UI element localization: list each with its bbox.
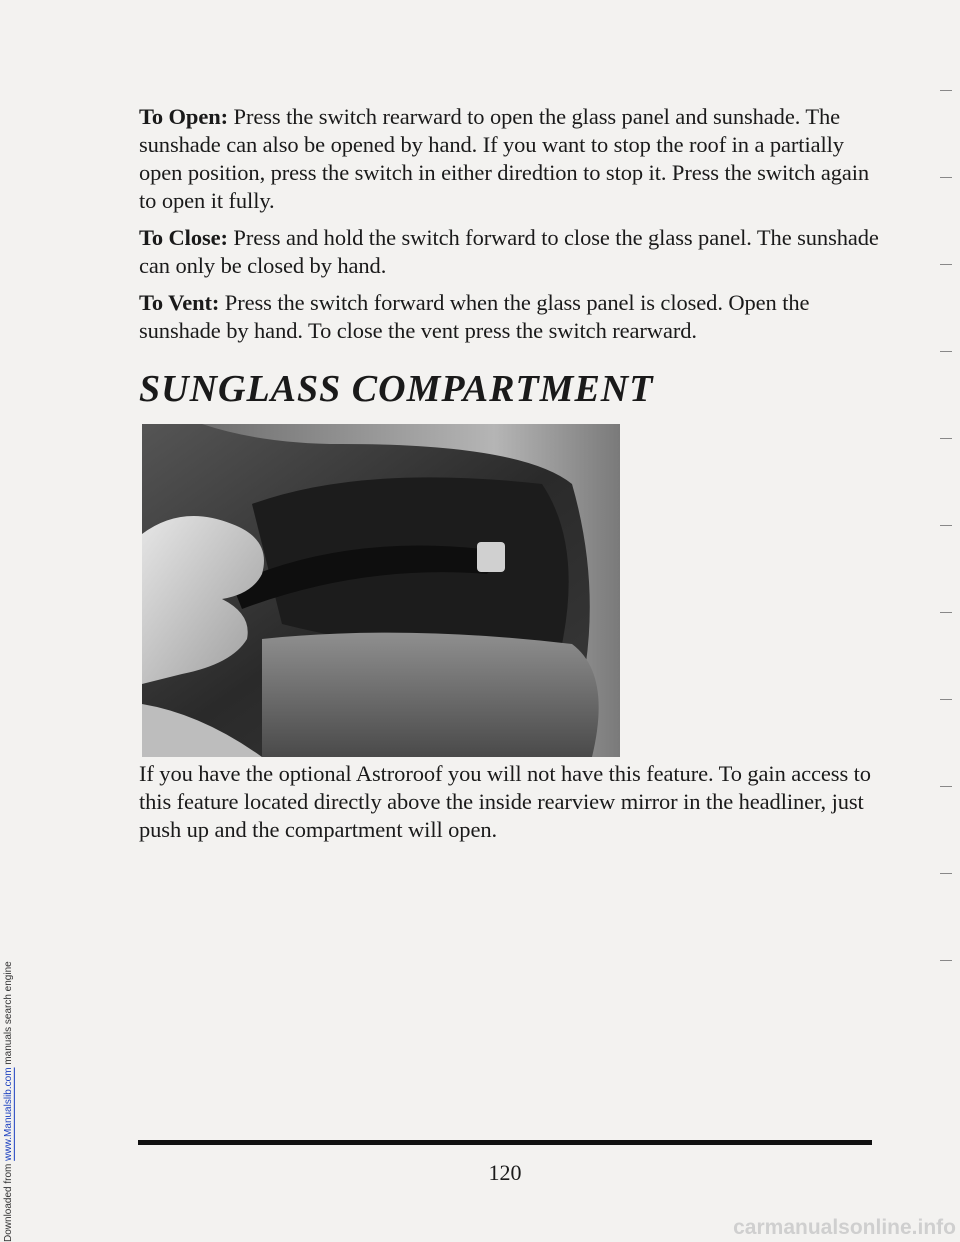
to-open-lead: To Open: [139,104,229,129]
body-section [139,760,879,853]
page-content [139,103,879,411]
edge-mark [940,786,952,787]
sunglass-compartment-photo [142,424,620,757]
edge-mark [940,264,952,265]
manualslib-link[interactable]: www.Manualslib.com [3,1067,14,1161]
download-suffix: manuals search engine [3,961,14,1068]
to-close-lead: To Close: [139,225,228,250]
to-vent-lead: To Vent: [139,290,220,315]
to-open-text: Press the switch rearward to open the glass panel and sunshade. The sunshade can also be opened by hand. If you want to stop the roof in a partially open position, press the switch in either diredtion to stop it. Press the switch again to open it fully. [139,104,870,213]
edge-mark [940,612,952,613]
compartment-lid [262,633,599,757]
sunglasses-hinge [477,542,505,572]
footer-rule [138,1140,872,1145]
paragraph-to-open [139,103,879,215]
edge-mark [940,90,952,91]
section-title: SUNGLASS COMPARTMENT [139,368,654,410]
body-paragraph: If you have the optional Astroroof you will not have this feature. To gain access to this feature located directly above the inside rearview mirror in the headliner, just push up and the compartment will open. [139,761,871,842]
edge-mark [940,960,952,961]
edge-mark [940,699,952,700]
watermark: carmanualsonline.info [733,1216,956,1239]
edge-mark [940,525,952,526]
edge-mark [940,873,952,874]
edge-mark [940,177,952,178]
edge-mark [940,351,952,352]
photo-illustration [142,424,620,757]
download-source-label [2,0,16,1242]
paragraph-to-close [139,224,879,280]
paragraph-to-vent [139,289,879,345]
page-number: 120 [488,1160,522,1185]
download-prefix: Downloaded from [3,1160,14,1242]
edge-mark [940,438,952,439]
to-vent-text: Press the switch forward when the glass panel is closed. Open the sunshade by hand. To close the vent press the switch rearward. [139,290,810,343]
to-close-text: Press and hold the switch forward to close the glass panel. The sunshade can only be closed by hand. [139,225,879,278]
scan-edge-marks [936,90,956,1047]
